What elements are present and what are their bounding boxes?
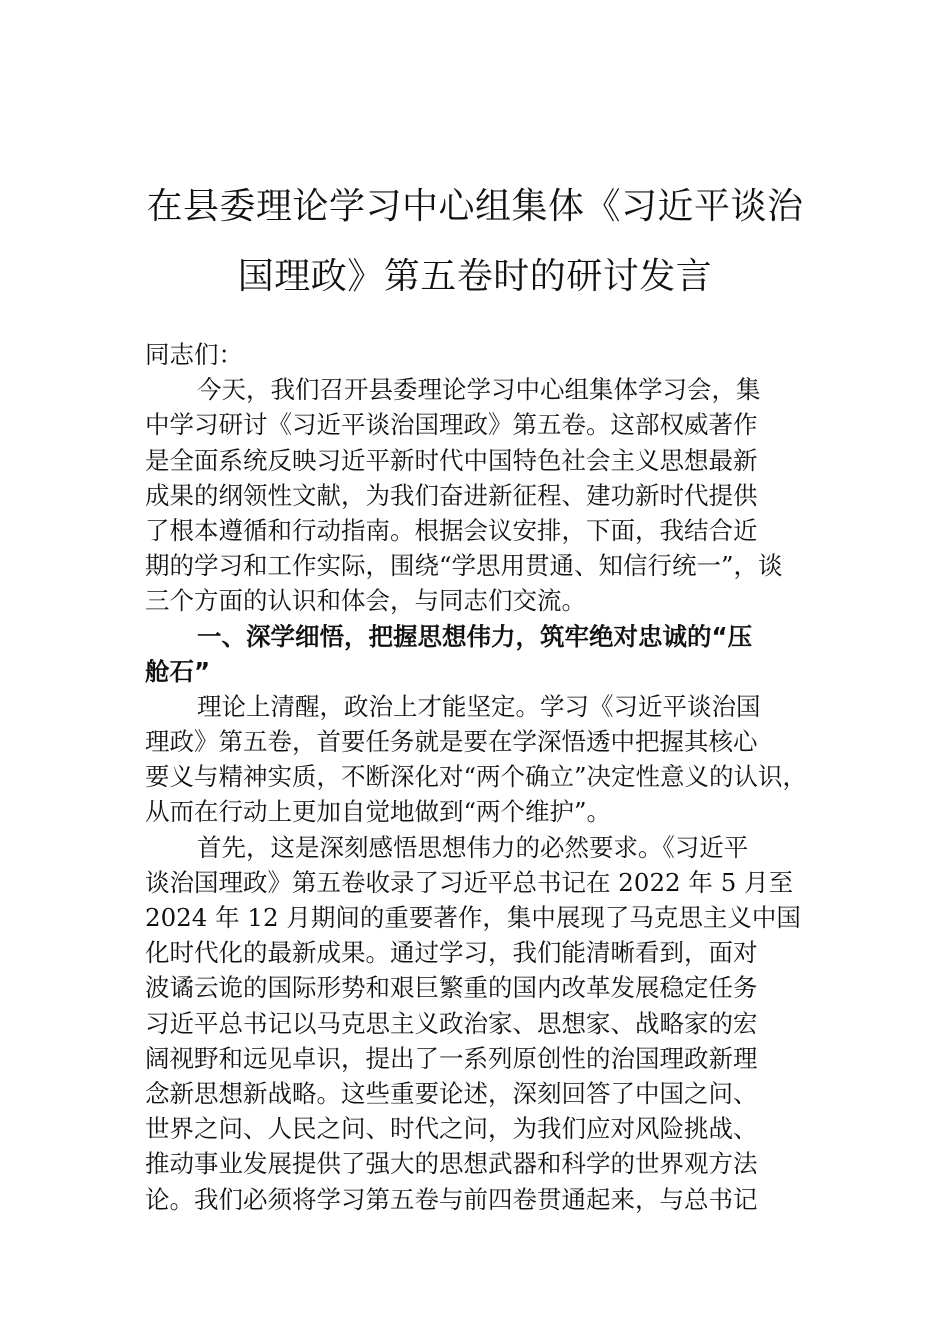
text-line: 成果的纲领性文献，为我们奋进新征程、建功新时代提供 xyxy=(145,480,758,510)
text-line: 世界之问、人民之问、时代之问，为我们应对风险挑战、 xyxy=(145,1114,758,1144)
text-line: 习近平总书记以马克思主义政治家、思想家、战略家的宏 xyxy=(145,1008,758,1038)
text-line: 了根本遵循和行动指南。根据会议安排，下面，我结合近 xyxy=(145,515,758,545)
section-heading-1 xyxy=(145,619,810,689)
heading-line: 一、深学细悟，把握思想伟力，筑牢绝对忠诚的“压 xyxy=(197,621,753,651)
text-line: 首先，这是深刻感悟思想伟力的必然要求。《习近平 xyxy=(197,832,749,862)
paragraph-theory xyxy=(145,689,810,830)
text-line: 中学习研讨《习近平谈治国理政》第五卷。这部权威著作 xyxy=(145,410,758,440)
document-title xyxy=(120,172,830,312)
text-line: 谈治国理政》第五卷收录了习近平总书记在 2022 年 5 月至 xyxy=(145,867,794,897)
title-line-2: 国理政》第五卷时的研讨发言 xyxy=(237,256,713,297)
text-line: 念新思想新战略。这些重要论述，深刻回答了中国之问、 xyxy=(145,1078,758,1108)
text-line: 化时代化的最新成果。通过学习，我们能清晰看到，面对 xyxy=(145,938,758,968)
text-line: 是全面系统反映习近平新时代中国特色社会主义思想最新 xyxy=(145,445,758,475)
paragraph-first xyxy=(145,830,810,1217)
text-line: 理政》第五卷，首要任务就是要在学深悟透中把握其核心 xyxy=(145,727,758,757)
text-line: 理论上清醒，政治上才能坚定。学习《习近平谈治国 xyxy=(197,691,761,721)
paragraph-intro xyxy=(145,372,810,618)
text-line: 从而在行动上更加自觉地做到“两个维护”。 xyxy=(145,797,612,827)
document-body xyxy=(145,337,810,1217)
text-line: 要义与精神实质，不断深化对“两个确立”决定性意义的认识， xyxy=(145,762,808,792)
text-line: 三个方面的认识和体会，与同志们交流。 xyxy=(145,586,586,616)
salutation: 同志们： xyxy=(145,340,243,369)
heading-line: 舱石” xyxy=(145,656,211,686)
title-line-1: 在县委理论学习中心组集体《习近平谈治 xyxy=(146,186,804,227)
text-line: 波谲云诡的国际形势和艰巨繁重的国内改革发展稳定任务 xyxy=(145,973,758,1003)
text-line: 论。我们必须将学习第五卷与前四卷贯通起来，与总书记 xyxy=(145,1184,758,1214)
text-line: 推动事业发展提供了强大的思想武器和科学的世界观方法 xyxy=(145,1149,758,1179)
text-line: 2024 年 12 月期间的重要著作，集中展现了马克思主义中国 xyxy=(145,903,801,932)
text-line: 期的学习和工作实际，围绕“学思用贯通、知信行统一”，谈 xyxy=(145,551,783,581)
text-line: 阔视野和远见卓识，提出了一系列原创性的治国理政新理 xyxy=(145,1043,758,1073)
text-line: 今天，我们召开县委理论学习中心组集体学习会，集 xyxy=(197,375,761,405)
